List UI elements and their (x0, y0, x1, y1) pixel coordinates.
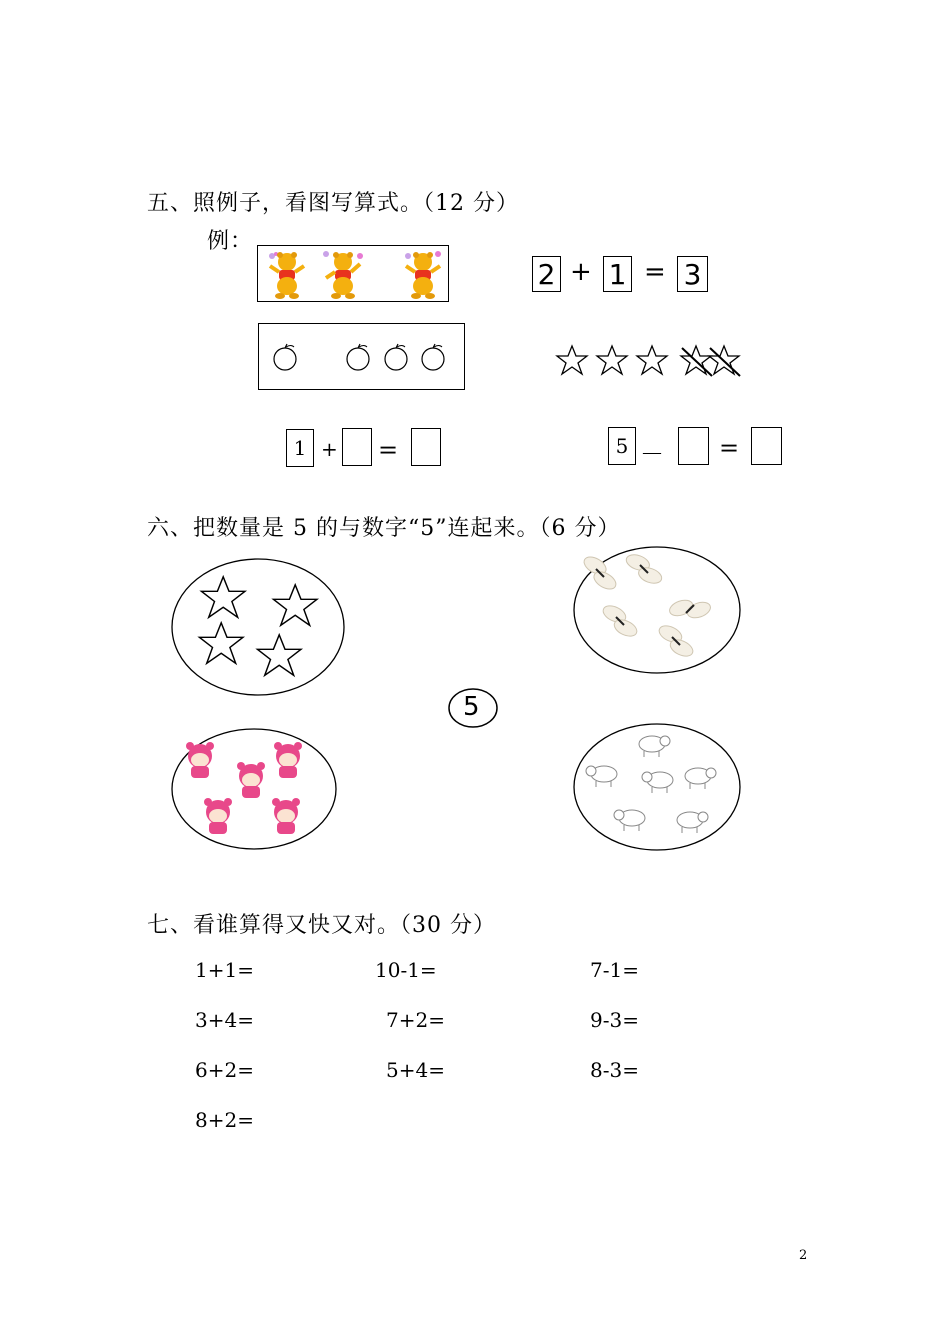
section-7-title: 七、看谁算得又快又对。（30 分） (147, 913, 496, 938)
task2-answer-box-c[interactable] (751, 427, 782, 465)
butterfly-icon (581, 553, 619, 592)
butterfly-group-oval[interactable] (572, 545, 744, 677)
example-box-c: 3 (677, 256, 708, 292)
task1-equals: = (378, 436, 399, 464)
pig-group-oval[interactable] (572, 722, 744, 854)
apple-icon (344, 344, 372, 372)
problem-5: 7+2= (386, 1008, 445, 1032)
butterfly-icon (601, 603, 640, 640)
butterfly-icon (667, 597, 712, 620)
task2-equals: = (719, 434, 740, 462)
problem-4: 3+4= (195, 1008, 254, 1032)
butterfly-icon (657, 623, 696, 660)
example-box-b: 1 (603, 256, 632, 292)
star-icon (557, 346, 587, 374)
center-number: 5 (463, 692, 480, 722)
section-6-title: 六、把数量是 5 的与数字“5”连起来。（6 分） (147, 516, 621, 541)
star-icon (201, 577, 245, 618)
pooh-bear-icon (318, 248, 368, 300)
example-picture-box (257, 245, 449, 302)
task2-box-a: 5 (608, 427, 636, 465)
pig-icon (614, 810, 645, 831)
star-row (556, 342, 756, 382)
apple-icon (382, 344, 410, 372)
pink-bear-group-oval[interactable] (170, 728, 340, 852)
task1-answer-box-c[interactable] (411, 428, 441, 466)
pink-bear-icon (272, 798, 300, 834)
pooh-bear-icon (398, 248, 448, 300)
pooh-bear-icon (262, 248, 312, 300)
star-icon (199, 623, 243, 664)
task2-minus: － (640, 440, 664, 468)
pig-icon (586, 766, 617, 787)
star-group-oval[interactable] (170, 557, 350, 699)
pig-icon (642, 772, 673, 793)
apple-icon (271, 344, 299, 372)
apple-picture-box (258, 323, 465, 390)
crossed-star-icon (709, 346, 740, 376)
pink-bear-icon (237, 762, 265, 798)
example-plus: + (570, 257, 592, 287)
problem-2: 10-1= (375, 958, 437, 982)
example-equals: = (644, 257, 666, 287)
pink-bear-icon (204, 798, 232, 834)
task1-box-a: 1 (286, 429, 314, 467)
apple-icon (419, 344, 447, 372)
page-number: 2 (799, 1248, 808, 1263)
crossed-star-icon (681, 346, 712, 376)
star-icon (637, 346, 667, 374)
problem-6: 9-3= (590, 1008, 639, 1032)
task2-answer-box-b[interactable] (678, 427, 709, 465)
problem-7: 6+2= (195, 1058, 254, 1082)
pig-icon (677, 812, 708, 833)
problem-9: 8-3= (590, 1058, 639, 1082)
task1-answer-box-b[interactable] (342, 428, 372, 466)
star-icon (273, 585, 317, 626)
task1-plus: + (321, 437, 338, 461)
pig-icon (685, 768, 716, 789)
problem-10: 8+2= (195, 1108, 254, 1132)
butterfly-icon (624, 552, 664, 586)
pink-bear-icon (186, 742, 214, 778)
problem-8: 5+4= (386, 1058, 445, 1082)
star-icon (257, 635, 301, 676)
problem-3: 7-1= (590, 958, 639, 982)
star-icon (597, 346, 627, 374)
pig-icon (639, 736, 670, 757)
section-5-title: 五、照例子，看图写算式。（12 分） (147, 191, 519, 216)
pink-bear-icon (274, 742, 302, 778)
problem-1: 1+1= (195, 958, 254, 982)
example-box-a: 2 (532, 256, 561, 292)
example-label: 例： (207, 229, 254, 254)
